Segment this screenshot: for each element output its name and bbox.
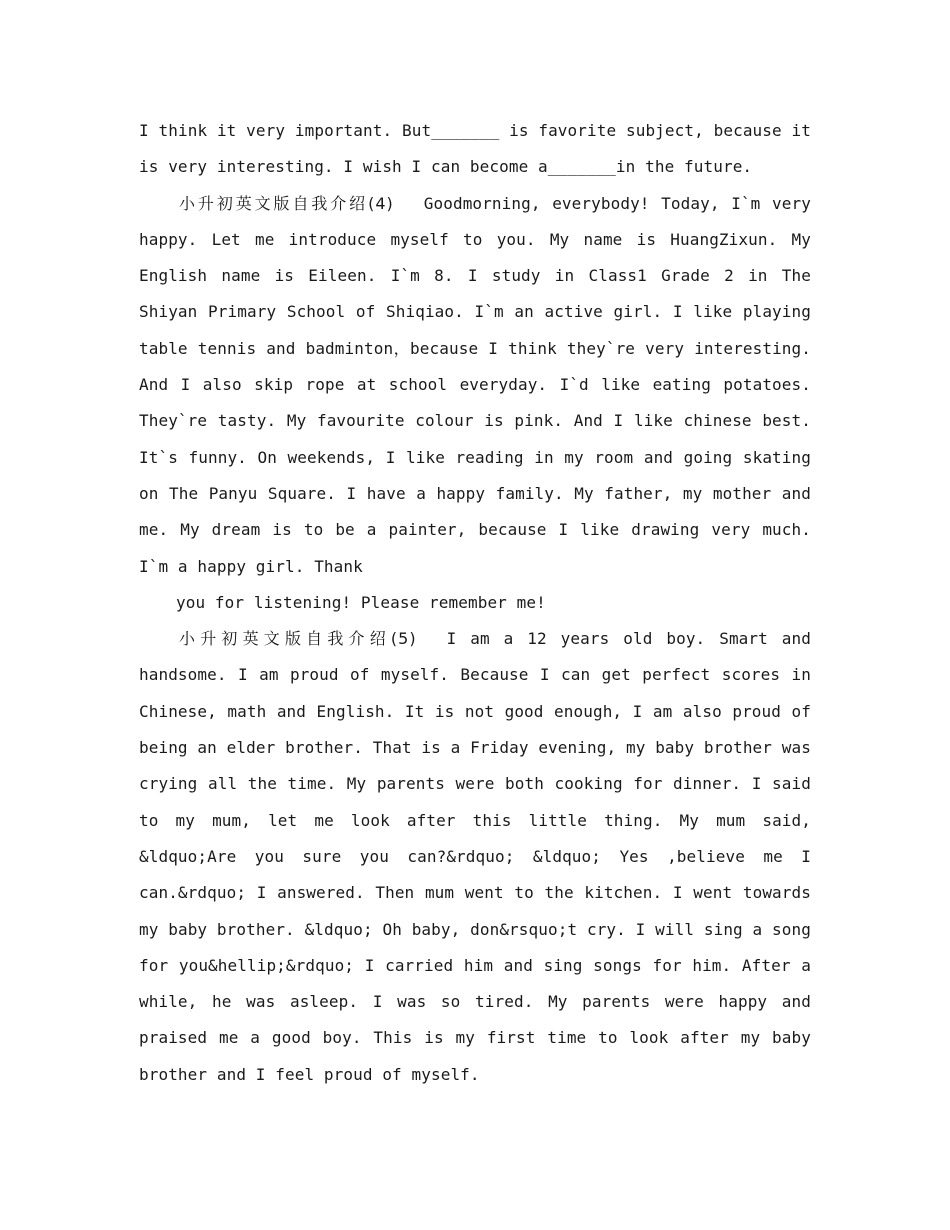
paragraph-4: [139, 621, 811, 1093]
paragraph-3-text: you for listening! Please remember me!: [176, 592, 546, 612]
paragraph-4-text: I am a 12 years old boy. Smart and handsome. I am proud of myself. Because I can get perfect scores in Chinese, math and English. It is not good enough, I am also proud of being an elder brother. That is a Friday evening, my baby brother was crying all the time. My parents were both cooking for dinner. I said to my mum, let me look after this little thing. My mum said, &ldquo;Are you sure you can?&rdquo; &ldquo; Yes ,believe me I can.&rdquo; I answered. Then mum went to the kitchen. I went towards my baby brother. &ldquo; Oh baby, don&rsquo;t cry. I will sing a song for you&hellip;&rdquo; I carried him and sing songs for him. After a while, he was asleep. I was so tired. My parents were happy and praised me a good boy. This is my first time to look after my baby brother and I feel proud of myself.: [139, 629, 811, 1084]
section-heading-5: 小升初英文版自我介绍(5): [179, 629, 417, 649]
paragraph-2-text: Goodmorning, everybody! Today, I`m very happy. Let me introduce myself to you. My name is HuangZixun. My English name is Eileen. I`m 8. I study in Class1 Grade 2 in The Shiyan Primary School of Shiqiao. I`m an active girl. I like playing table tennis and badminton，because I think they`re very interesting. And I also skip rope at school everyday. I`d like eating potatoes. They`re tasty. My favourite colour is pink. And I like chinese best. It`s funny. On weekends, I like reading in my room and going skating on The Panyu Square. I have a happy family. My father, my mother and me. My dream is to be a painter, because I like drawing very much. I`m a happy girl. Thank: [139, 193, 811, 576]
paragraph-1-text: I think it very important. But_______ is favorite subject, because it is very interesting. I wish I can become a_______in the future.: [139, 121, 811, 177]
paragraph-2: [139, 186, 811, 585]
section-heading-4: 小升初英文版自我介绍(4): [179, 193, 394, 213]
paragraph-1: [139, 113, 811, 186]
paragraph-3: [139, 585, 811, 621]
document-body: [139, 113, 811, 1093]
